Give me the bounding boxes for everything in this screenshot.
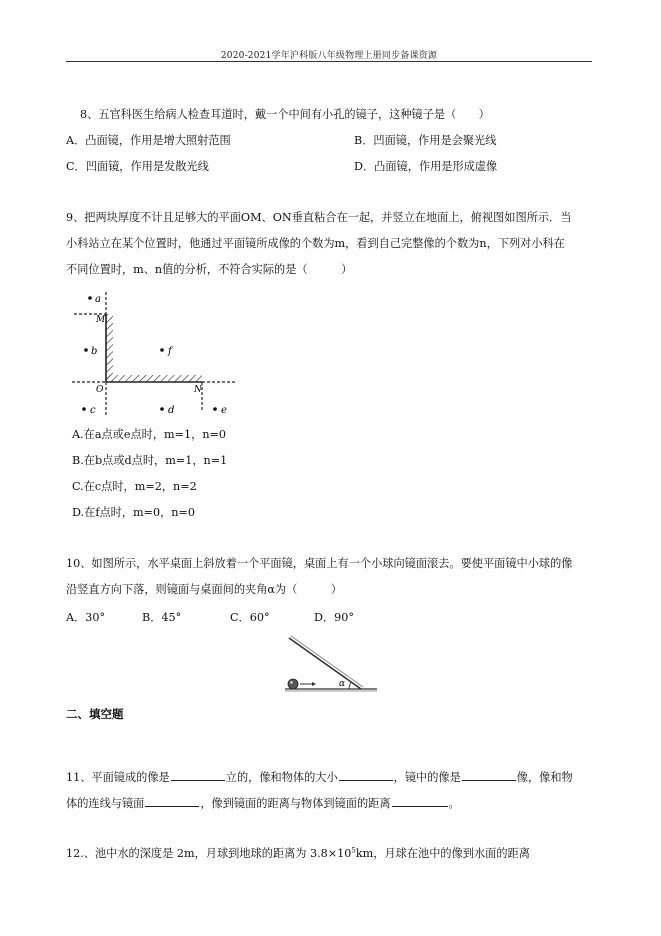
label-n: N <box>194 385 202 395</box>
section-fill-blank-title: 二、填空题 <box>66 707 124 721</box>
q11-blank-1[interactable] <box>171 769 225 781</box>
q9-option-c: C.在c点时，m=2，n=2 <box>72 480 197 493</box>
q9-option-a: A.在a点或e点时，m=1，n=0 <box>72 428 227 441</box>
header-rule <box>66 61 592 62</box>
ball-highlight <box>290 681 293 684</box>
label-a: a <box>95 294 101 305</box>
q10-stem-line2: 沿竖直方向下落，则镜面与桌面间的夹角α为（ ） <box>66 583 343 596</box>
q9-stem-line1: 9、把两块厚度不计且足够大的平面OM、ON垂直粘合在一起，并竖立在地面上，俯视图如图所示．当 <box>66 211 572 224</box>
q10-option-c: C．60° <box>230 611 270 624</box>
q9-option-d: D.在f点时，m=0，n=0 <box>72 506 196 519</box>
motion-arrow-head <box>312 682 316 686</box>
q8-stem: 8、五官科医生给病人检查耳道时，戴一个中间有小孔的镜子，这种镜子是（ ） <box>80 108 490 121</box>
q11-text-3: ，镜中的像是 <box>393 771 461 784</box>
label-d: d <box>168 405 175 416</box>
inclined-mirror-back <box>291 636 363 687</box>
point-e <box>213 407 217 411</box>
label-o: O <box>96 385 104 395</box>
q11-text-4: 像，像和物 <box>516 771 573 784</box>
angle-label: α <box>339 679 346 689</box>
point-d <box>160 407 164 411</box>
label-m: M <box>96 315 106 325</box>
label-e: e <box>221 405 227 416</box>
mirror-on <box>106 375 202 382</box>
q12-line1 <box>66 847 530 861</box>
q9-option-b: B.在b点或d点时，m=1，n=1 <box>72 454 228 467</box>
point-b <box>84 348 88 352</box>
q11-blank-2[interactable] <box>339 769 393 781</box>
q11-text-6: ，像到镜面的距离与物体到镜面的距离 <box>200 797 391 810</box>
q10-mirror-figure <box>283 634 379 694</box>
inclined-mirror <box>289 638 361 689</box>
q12-text-1: 12.、池中水的深度是 2m，月球到地球的距离为 3.8×10 <box>66 847 352 860</box>
point-a <box>88 296 92 300</box>
q12-text-2: km，月球在池中的像到水面的距离 <box>355 847 530 860</box>
q10-stem-line1: 10、如图所示，水平桌面上斜放着一个平面镜，桌面上有一个小球向镜面滚去。要使平面镜中小球的像 <box>66 557 573 570</box>
q9-mirror-figure <box>70 288 240 418</box>
q8-option-c: C．凹面镜，作用是发散光线 <box>66 160 209 173</box>
q12-exponent: 5 <box>351 846 356 855</box>
q9-stem-line3: 不同位置时，m、n值的分析，不符合实际的是（ ） <box>66 263 353 276</box>
q8-option-a: A．凸面镜，作用是增大照射范围 <box>66 134 231 147</box>
label-c: c <box>90 405 96 416</box>
q8-option-d: D．凸面镜，作用是形成虚像 <box>354 160 498 173</box>
q11-text-5: 体的连线与镜面 <box>66 797 145 810</box>
mirror-om <box>106 314 113 382</box>
q11-text-1: 11、平面镜成的像是 <box>66 771 170 784</box>
q11-text-2: 立的，像和物体的大小 <box>225 771 338 784</box>
q10-option-a: A．30° <box>66 611 106 624</box>
point-c <box>82 407 86 411</box>
q11-line1 <box>66 769 573 785</box>
q8-option-b: B．凹面镜，作用是会聚光线 <box>354 134 497 147</box>
q11-blank-4[interactable] <box>145 795 199 807</box>
ball <box>288 679 298 689</box>
q11-text-7: 。 <box>448 797 460 810</box>
q11-blank-3[interactable] <box>462 769 516 781</box>
q11-line2 <box>66 795 460 811</box>
label-f: f <box>168 346 172 357</box>
angle-arc <box>349 682 351 689</box>
point-f <box>160 348 164 352</box>
label-b: b <box>91 346 98 357</box>
q10-option-d: D．90° <box>314 611 354 624</box>
q11-blank-5[interactable] <box>392 795 448 807</box>
q10-option-b: B．45° <box>142 611 182 624</box>
page-header: 2020-2021学年沪科版八年级物理上册同步备课资源 <box>220 51 438 61</box>
q9-stem-line2: 小科站立在某个位置时，他通过平面镜所成像的个数为m，看到自己完整像的个数为n，下列对小科在 <box>66 237 565 250</box>
